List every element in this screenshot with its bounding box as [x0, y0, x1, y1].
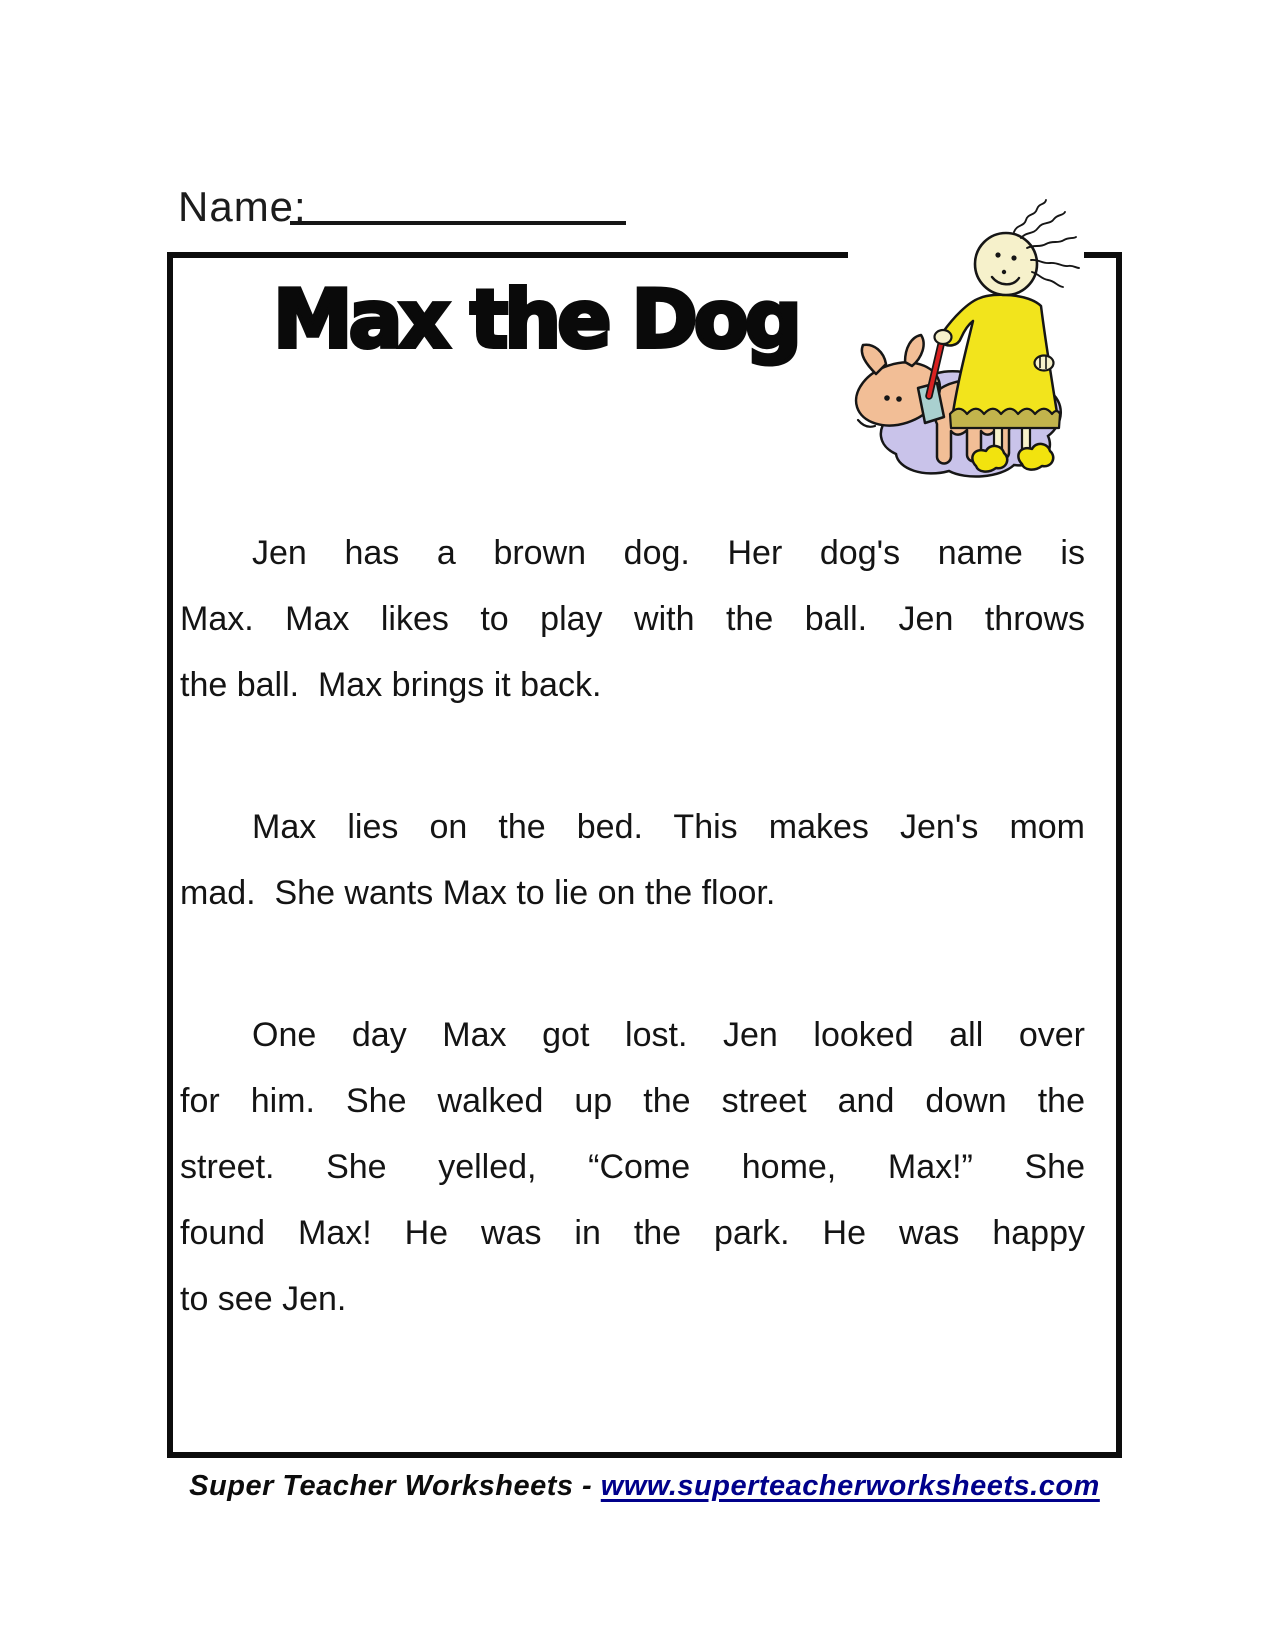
story-line: One day Max got lost. Jen looked all over — [252, 1016, 1085, 1054]
paragraph-1 — [180, 520, 1085, 718]
story-text — [180, 520, 1085, 1332]
name-write-line — [290, 221, 626, 225]
footer-website-link[interactable]: www.superteacherworksheets.com — [600, 1470, 1100, 1502]
story-line: for him. She walked up the street and down the — [180, 1082, 1085, 1120]
story-line: the ball. Max brings it back. — [180, 666, 602, 704]
story-line: to see Jen. — [180, 1280, 347, 1318]
name-label: Name: — [178, 183, 307, 230]
story-line: mad. She wants Max to lie on the floor. — [180, 874, 776, 912]
story-line: Max lies on the bed. This makes Jen's mom — [252, 808, 1085, 846]
story-line: found Max! He was in the park. He was happy — [180, 1214, 1085, 1252]
paragraph-3 — [180, 1002, 1085, 1332]
story-title: Max the Dog — [273, 273, 798, 366]
footer-source-label: Super Teacher Worksheets - — [189, 1470, 601, 1502]
footer — [167, 1470, 1122, 1503]
story-line: street. She yelled, “Come home, Max!” She — [180, 1148, 1085, 1186]
girl-walking-dog-illustration — [848, 176, 1084, 482]
paragraph-2 — [180, 794, 1085, 926]
story-line: Max. Max likes to play with the ball. Jen throws — [180, 600, 1085, 638]
story-line: Jen has a brown dog. Her dog's name is — [252, 534, 1085, 572]
